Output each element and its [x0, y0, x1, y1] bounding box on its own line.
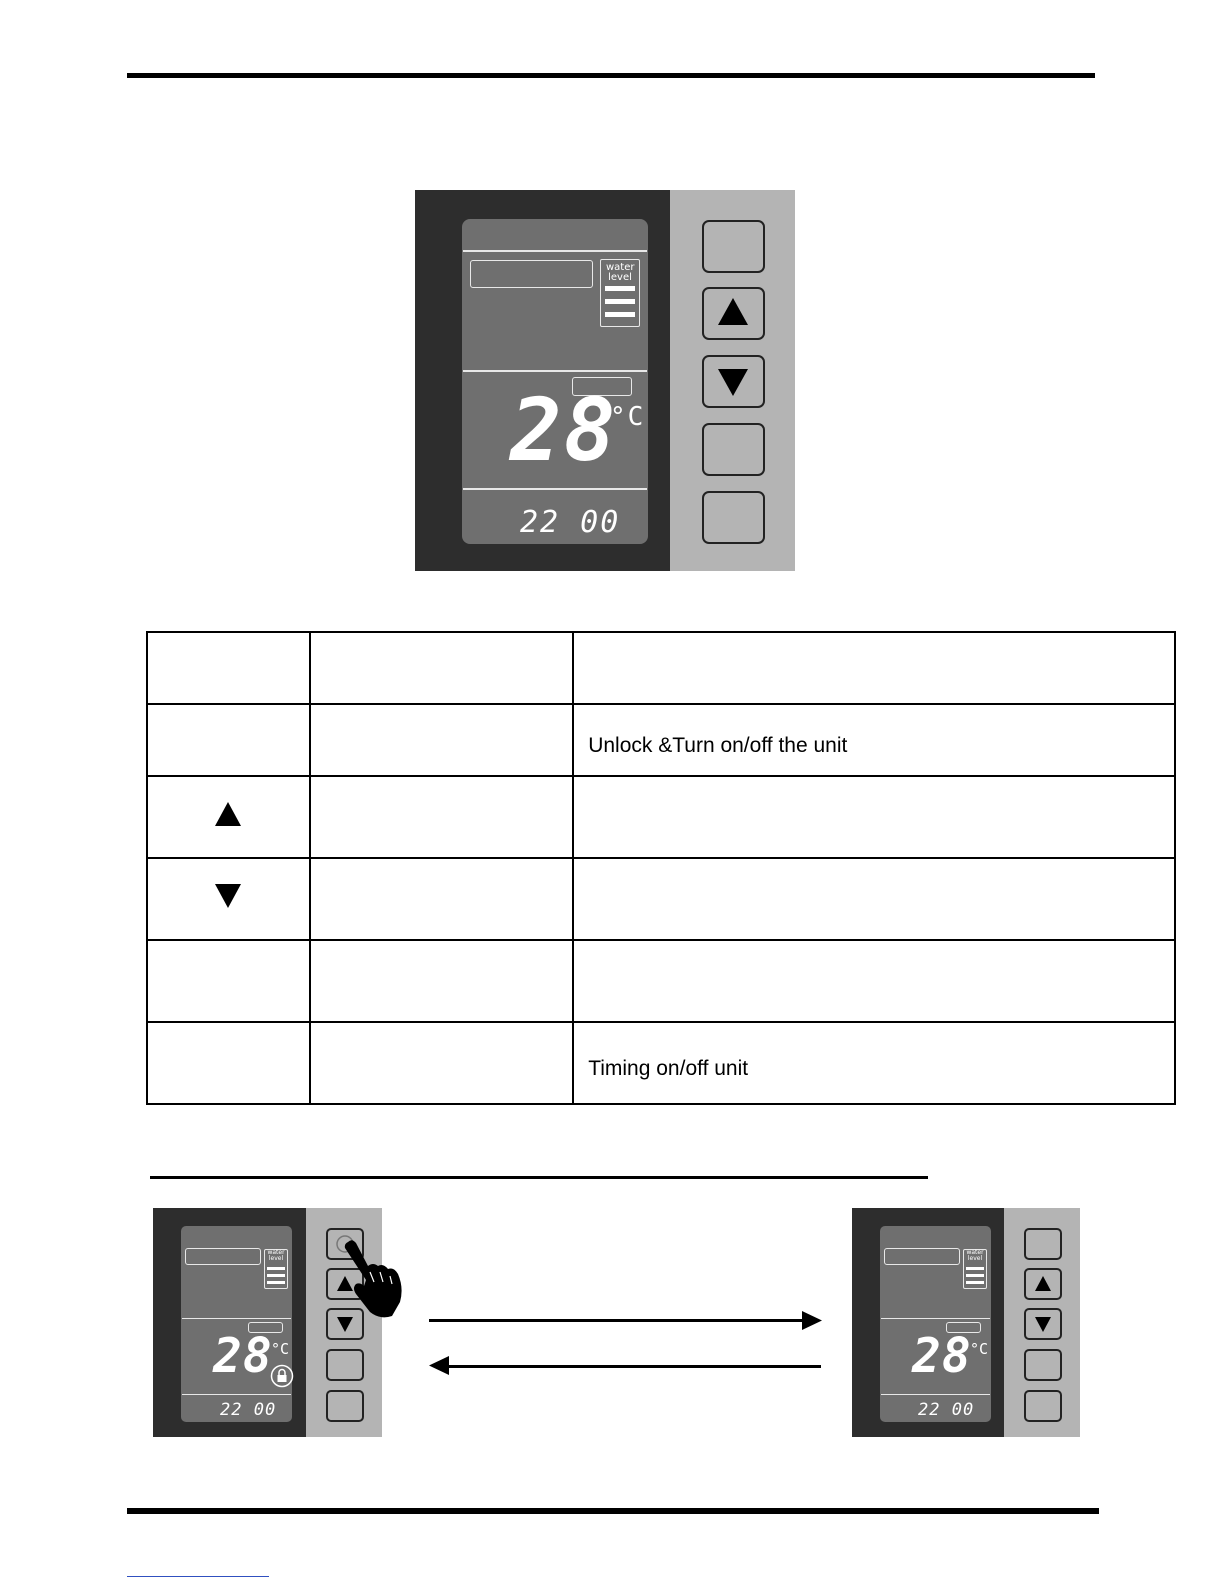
up-arrow-icon [213, 799, 243, 829]
lcd-text-area [884, 1248, 960, 1265]
lcd-divider-bottom [463, 488, 647, 490]
temperature-display: 28 [912, 1328, 972, 1384]
function-cell [573, 940, 1175, 1022]
lcd-divider-middle [182, 1318, 291, 1319]
table-row [147, 632, 1175, 704]
symbol-cell [147, 632, 310, 704]
top-rule [127, 73, 1095, 78]
arrow-left-head-icon [429, 1356, 449, 1375]
function-cell [573, 776, 1175, 858]
timer-button[interactable] [702, 491, 765, 544]
arrow-right-line [429, 1319, 807, 1322]
bottom-rule [127, 1508, 1099, 1514]
clock-display: 22 00 [918, 1400, 975, 1420]
function-cell: Unlock &Turn on/off the unit [573, 704, 1175, 776]
name-cell [310, 632, 573, 704]
temperature-display: 28 [510, 381, 618, 481]
function-cell [573, 858, 1175, 940]
lcd-text-area [185, 1248, 261, 1265]
up-button[interactable] [1024, 1268, 1062, 1300]
pressing-hand-icon [340, 1236, 410, 1320]
table-row [147, 940, 1175, 1022]
water-level-bar [605, 299, 635, 304]
down-arrow-icon [213, 881, 243, 911]
function-cell: Timing on/off unit [573, 1022, 1175, 1104]
table-row [147, 858, 1175, 940]
mode-button[interactable] [702, 423, 765, 476]
name-cell [310, 858, 573, 940]
down-arrow-icon [704, 357, 763, 406]
lock-icon [270, 1364, 294, 1388]
water-level-indicator [264, 1249, 288, 1289]
up-arrow-icon [704, 289, 763, 338]
name-cell [310, 704, 573, 776]
water-level-bar [267, 1267, 285, 1270]
up-arrow-icon [1026, 1270, 1060, 1298]
up-button[interactable] [702, 287, 765, 340]
water-level-label: water level [267, 1249, 285, 1262]
down-arrow-icon [1026, 1310, 1060, 1338]
name-cell [310, 776, 573, 858]
lcd-divider-middle [881, 1318, 990, 1319]
temperature-unit: °C [271, 1340, 290, 1358]
lcd-divider-top [463, 250, 647, 252]
symbol-cell [147, 858, 310, 940]
footer-link-underline[interactable] [127, 1576, 269, 1577]
down-button[interactable] [702, 355, 765, 408]
arrow-right-head-icon [802, 1311, 822, 1330]
water-level-label: water level [966, 1249, 984, 1262]
water-level-bar [966, 1274, 984, 1277]
clock-display: 22 00 [220, 1400, 277, 1420]
water-level-bar [605, 286, 635, 291]
table-row [147, 704, 1175, 776]
function-cell [573, 632, 1175, 704]
symbol-cell [147, 704, 310, 776]
lcd-text-area [470, 260, 593, 288]
function-table [146, 631, 1176, 1105]
water-level-bar [966, 1267, 984, 1270]
water-level-bar [605, 312, 635, 317]
name-cell [310, 940, 573, 1022]
water-level-bar [267, 1274, 285, 1277]
water-level-label: water level [606, 262, 635, 283]
section-heading-underline [150, 1176, 928, 1179]
symbol-cell [147, 940, 310, 1022]
mode-button[interactable] [326, 1349, 364, 1381]
temperature-unit: °C [610, 402, 646, 432]
symbol-cell [147, 1022, 310, 1104]
table-row [147, 776, 1175, 858]
name-cell [310, 1022, 573, 1104]
water-level-bar [267, 1281, 285, 1284]
temperature-display: 28 [213, 1328, 273, 1384]
power-button[interactable] [1024, 1228, 1062, 1260]
arrow-left-line [445, 1365, 821, 1368]
water-level-indicator [963, 1249, 987, 1289]
table-row [147, 1022, 1175, 1104]
lcd-divider-bottom [881, 1394, 990, 1395]
lcd-divider-middle [463, 370, 647, 372]
down-button[interactable] [1024, 1308, 1062, 1340]
mode-button[interactable] [1024, 1349, 1062, 1381]
water-level-bar [966, 1281, 984, 1284]
lcd-divider-bottom [182, 1394, 291, 1395]
temperature-unit: °C [970, 1340, 989, 1358]
water-level-indicator [600, 259, 640, 327]
clock-display: 22 00 [520, 505, 621, 540]
symbol-cell [147, 776, 310, 858]
timer-button[interactable] [1024, 1390, 1062, 1422]
power-button[interactable] [702, 220, 765, 273]
timer-button[interactable] [326, 1390, 364, 1422]
